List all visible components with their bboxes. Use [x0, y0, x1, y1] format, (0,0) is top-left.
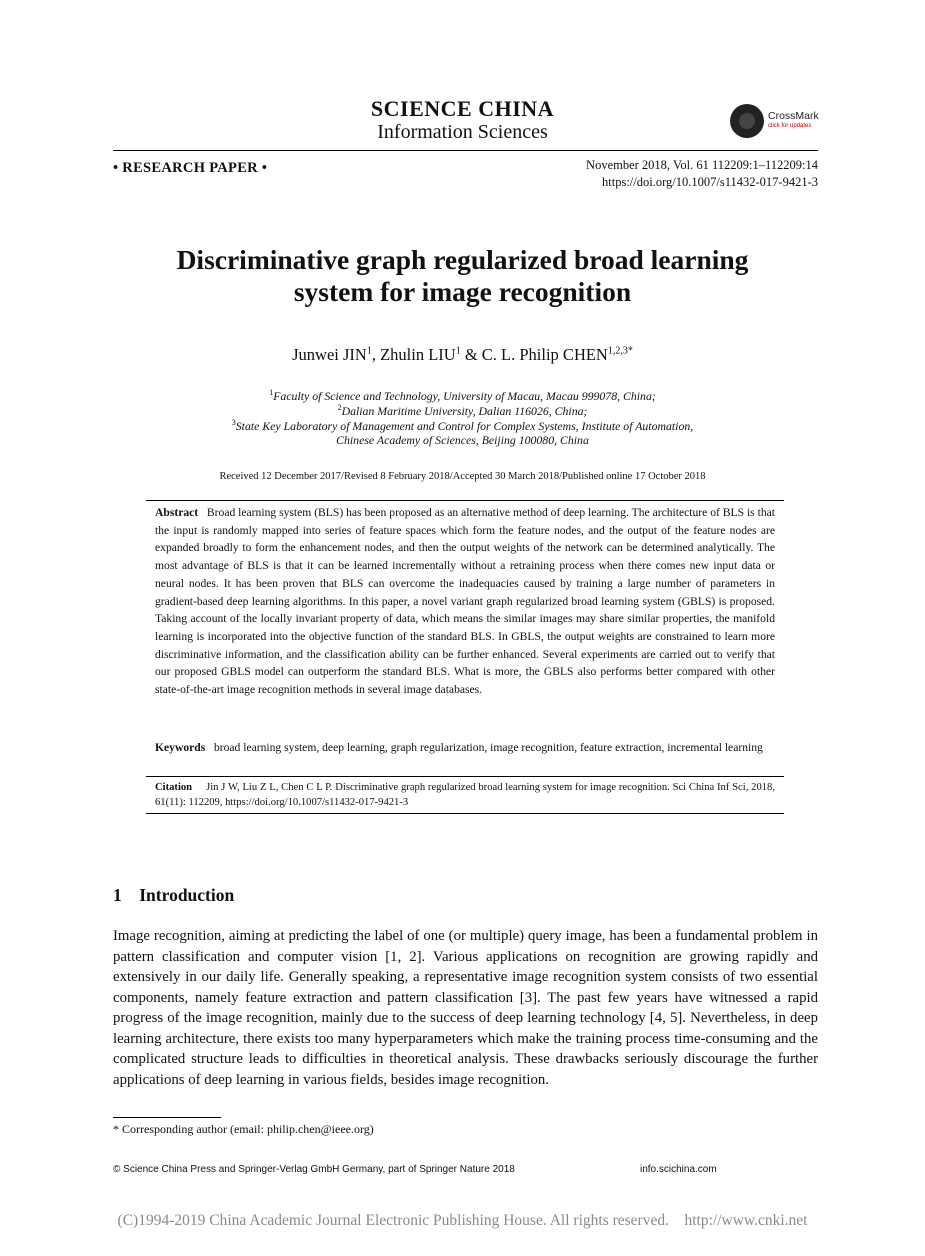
affiliation-3-num: 3 [231, 418, 236, 427]
affiliation-1-num: 1 [269, 388, 274, 397]
keywords-label: Keywords [155, 741, 206, 754]
footnote-rule [113, 1117, 221, 1118]
doi-link[interactable]: https://doi.org/10.1007/s11432-017-9421-3 [602, 175, 818, 189]
paper-type: • RESEARCH PAPER • [113, 160, 268, 176]
section-heading: 1 Introduction [113, 885, 235, 905]
abstract-text: Broad learning system (BLS) has been proposed as an alternative method of deep learning. The architecture of BLS is that the input is randomly mapped into series of feature spaces which form the feature nodes, and the output of the feature nodes are expanded broadly to form the enhancement nodes, and then the output weights of the network can be determined analytically. The most advantage of BLS is that it can be learned incrementally without a retraining process when there comes new input data or neural nodes. It has been proven that BLS can overcome the inadequacies caused by training a large number of parameters in gradient-based deep learning algorithms. In this paper, a novel variant graph regularized broad learning system (GBLS) is proposed. Taking account of the locally invariant property of data, which means the similar images may share similar properties, the manifold learning is incorporated into the objective function of the standard BLS. In GBLS, the output weights are constrained to learn more discriminative information, and the classification ability can be further enhanced. Several experiments are carried out to verify that our proposed GBLS model can outperform the standard BLS. What is more, the GBLS also performs better compared with other state-of-the-art image recognition methods in several image databases. [155, 506, 775, 697]
affiliation-2-text: Dalian Maritime University, Dalian 116026, China; [341, 403, 588, 418]
affiliation-1 [0, 388, 925, 404]
crossmark-sublabel: click for updates [768, 123, 812, 129]
author-1-affil: 1 [366, 345, 372, 357]
crossmark-badge[interactable] [730, 104, 825, 140]
author-2-affil: 1 [455, 345, 461, 357]
paper-title [0, 244, 925, 308]
affiliation-3-text: State Key Laboratory of Management and Control for Complex Systems, Institute of Automation, [235, 418, 694, 433]
abstract-top-rule [146, 500, 784, 501]
affiliation-2-num: 2 [337, 403, 342, 412]
title-line-2: system for image recognition [293, 276, 632, 307]
citation-top-rule [146, 776, 784, 777]
citation-text: Jin J W, Liu Z L, Chen C L P. Discriminative graph regularized broad learning system for image recognition. Sci China Inf Sci, 2018, 61(11): 112209, https://doi.org/10.1007/s11432-017-9421-3 [155, 782, 775, 808]
author-sep-2: & [460, 345, 482, 364]
copyright-notice: © Science China Press and Springer-Verlag GmbH Germany, part of Springer Nature 2018 [113, 1164, 515, 1175]
title-line-1: Discriminative graph regularized broad learning [176, 244, 749, 275]
crossmark-icon [730, 104, 764, 138]
citation-label: Citation [155, 782, 193, 793]
author-3-affil: 1,2,3* [607, 345, 633, 357]
issue-info: November 2018, Vol. 61 112209:1–112209:14 [586, 158, 818, 172]
abstract-label: Abstract [155, 506, 199, 519]
citation-block [155, 781, 775, 810]
received-dates: Received 12 December 2017/Revised 8 February 2018/Accepted 30 March 2018/Published online 17 October 2018 [219, 471, 706, 482]
affiliation-3-cont: Chinese Academy of Sciences, Beijing 100080, China [336, 433, 589, 447]
affiliation-3 [0, 418, 925, 434]
author-2: Zhulin LIU [380, 345, 456, 364]
intro-paragraph: Image recognition, aiming at predicting the label of one (or multiple) query image, has been a fundamental problem in pattern classification and computer vision [1, 2]. Various applications on recognition are growing rapidly and extensively in our daily life. Generally speaking, a representative image recognition system consists of two essential components, namely feature extraction and pattern classification [3]. The past few years have witnessed a rapid progress of the image recognition, mainly due to the success of deep learning technology [4, 5]. Nevertheless, in deep learning architecture, there exists too many hyperparameters which make the training process time-consuming and the complicated structure leads to difficulties in theoretical analysis. These drawbacks seriously discourage the further applications of deep learning in various fields, besides image recognition. [113, 928, 818, 1088]
journal-site-link[interactable]: info.scichina.com [640, 1164, 717, 1175]
keywords-text: broad learning system, deep learning, graph regularization, image recognition, feature extraction, incremental learning [213, 741, 763, 754]
cnki-watermark: (C)1994-2019 China Academic Journal Electronic Publishing House. All rights reserved. http://www.cnki.net [117, 1212, 808, 1229]
crossmark-label: CrossMark [768, 110, 819, 122]
author-sep-1: , [371, 345, 381, 364]
author-list [0, 345, 925, 365]
author-3: C. L. Philip CHEN [481, 345, 608, 364]
footnote: * Corresponding author (email: philip.chen@ieee.org) [113, 1122, 374, 1136]
header-rule [113, 150, 818, 151]
abstract-block [155, 504, 775, 699]
journal-title: SCIENCE CHINA [370, 96, 555, 121]
keywords-block [155, 739, 775, 757]
journal-subtitle: Information Sciences [377, 121, 548, 143]
affiliation-2 [0, 403, 925, 419]
citation-bottom-rule [146, 813, 784, 814]
affiliation-1-text: Faculty of Science and Technology, University of Macau, Macau 999078, China; [273, 388, 656, 403]
author-1: Junwei JIN [292, 345, 367, 364]
